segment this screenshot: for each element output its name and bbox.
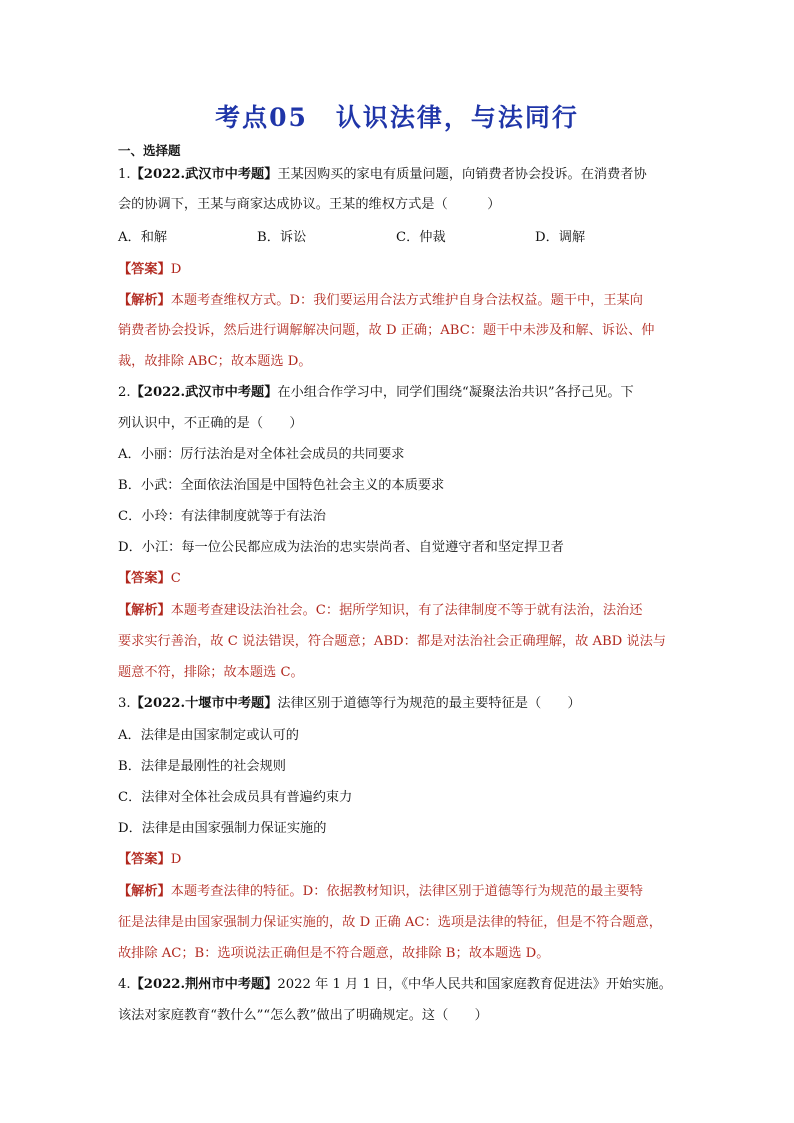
question-2-analysis-line-2: 要求实行善治，故 C 说法错误，符合题意；ABD：都是对法治社会正确理解，故 ABD 说法与 xyxy=(118,634,666,649)
analysis-tag: 【解析】 xyxy=(118,603,171,618)
question-1-stem-line-1 xyxy=(118,166,678,184)
analysis-text: 本题考查法律的特征。D：依据教材知识，法律区别于道德等行为规范的最主要特 xyxy=(170,884,643,899)
question-3-analysis-line-1 xyxy=(118,883,678,901)
analysis-tag: 【解析】 xyxy=(118,884,171,899)
question-3-option-c: C．法律对全体社会成员具有普遍约束力 xyxy=(118,790,353,805)
question-stem: 在小组合作学习中，同学们围绕“凝聚法治共识”各抒己见。下 xyxy=(277,385,634,400)
question-2-option-b: B．小武：全面依法治国是中国特色社会主义的本质要求 xyxy=(118,478,445,493)
question-3-analysis-line-2: 征是法律是由国家强制力保证实施的，故 D 正确 AC：选项是法律的特征，但是不符合题意， xyxy=(118,915,662,930)
analysis-text: 本题考查维权方式。D：我们要运用合法方式维护自身合法权益。题干中，王某向 xyxy=(170,293,643,308)
question-2-stem-line-1 xyxy=(118,384,678,402)
question-1-option-c: C．仲裁 xyxy=(396,230,446,245)
question-number: 3. xyxy=(118,696,131,711)
question-number: 1. xyxy=(118,167,131,182)
answer-tag: 【答案】 xyxy=(118,852,171,867)
question-stem: 法律区别于道德等行为规范的最主要特征是（ ） xyxy=(277,696,581,711)
question-stem: 2022 年 1 月 1 日，《中华人民共和国家庭教育促进法》开始实施。 xyxy=(277,977,672,992)
question-1-analysis-line-3: 裁，故排除 ABC；故本题选 D。 xyxy=(118,354,312,369)
question-3-answer xyxy=(118,851,678,869)
analysis-text: 本题考查建设法治社会。C：据所学知识，有了法律制度不等于就有法治，法治还 xyxy=(170,603,643,618)
answer-tag: 【答案】 xyxy=(118,262,171,277)
title-code: 考点05 xyxy=(215,103,308,132)
question-2-answer xyxy=(118,570,678,588)
title-text: 认识法律，与法同行 xyxy=(335,103,579,132)
question-2-analysis-line-1 xyxy=(118,602,678,620)
question-3-option-a: A．法律是由国家制定或认可的 xyxy=(118,728,299,743)
answer-value: D xyxy=(170,262,182,277)
question-4-stem-line-1 xyxy=(118,976,678,994)
question-4-stem-line-2: 该法对家庭教育“教什么”“怎么教”做出了明确规定。这（ ） xyxy=(118,1008,488,1023)
answer-value: D xyxy=(170,852,182,867)
question-3-analysis-line-3: 故排除 AC；B：选项说法正确但是不符合题意，故排除 B；故本题选 D。 xyxy=(118,946,550,961)
question-2-option-c: C．小玲：有法律制度就等于有法治 xyxy=(118,509,326,524)
question-source: 【2022.武汉市中考题】 xyxy=(130,167,278,182)
question-1-analysis-line-2: 销费者协会投诉，然后进行调解解决问题，故 D 正确；ABC：题干中未涉及和解、诉讼、仲 xyxy=(118,323,655,338)
answer-tag: 【答案】 xyxy=(118,571,171,586)
question-1-option-d: D．调解 xyxy=(535,230,586,245)
question-3-option-b: B．法律是最刚性的社会规则 xyxy=(118,759,286,774)
page-title xyxy=(0,98,794,134)
question-source: 【2022.荆州市中考题】 xyxy=(130,977,278,992)
question-2-analysis-line-3: 题意不符，排除；故本题选 C。 xyxy=(118,665,304,680)
question-1-option-a: A．和解 xyxy=(118,230,168,245)
question-2-option-d: D．小江：每一位公民都应成为法治的忠实崇尚者、自觉遵守者和坚定捍卫者 xyxy=(118,540,564,555)
question-number: 2. xyxy=(118,385,131,400)
question-1-stem-line-2: 会的协调下，王某与商家达成协议。王某的维权方式是（ ） xyxy=(118,197,501,212)
analysis-tag: 【解析】 xyxy=(118,293,171,308)
answer-value: C xyxy=(170,571,181,586)
question-2-stem-line-2: 列认识中，不正确的是（ ） xyxy=(118,416,303,431)
question-source: 【2022.十堰市中考题】 xyxy=(130,696,278,711)
section-heading: 一、选择题 xyxy=(118,143,181,158)
question-1-analysis-line-1 xyxy=(118,292,678,310)
question-number: 4. xyxy=(118,977,131,992)
question-stem: 王某因购买的家电有质量问题，向销费者协会投诉。在消费者协 xyxy=(277,167,647,182)
question-1-option-b: B．诉讼 xyxy=(257,230,307,245)
question-1-answer xyxy=(118,261,678,279)
question-source: 【2022.武汉市中考题】 xyxy=(130,385,278,400)
question-3-option-d: D．法律是由国家强制力保证实施的 xyxy=(118,821,327,836)
question-2-option-a: A．小丽：厉行法治是对全体社会成员的共同要求 xyxy=(118,447,405,462)
question-3-stem-line-1 xyxy=(118,695,678,713)
